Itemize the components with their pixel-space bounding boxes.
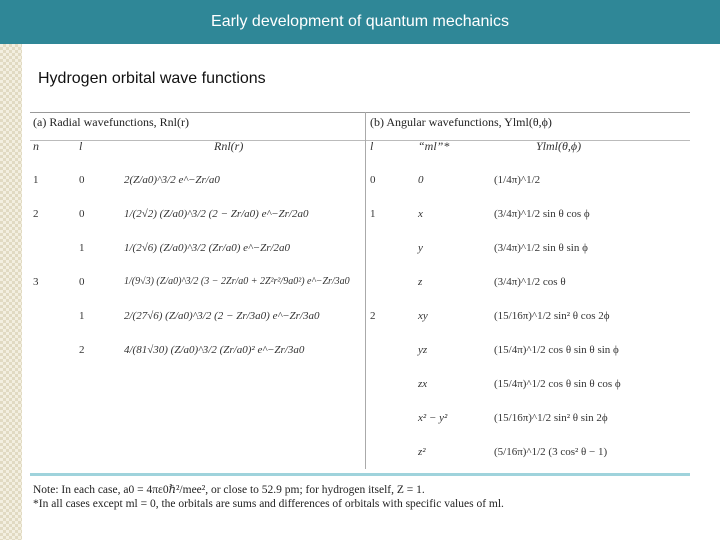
radial-row-4-n: 3 [33, 276, 39, 288]
radial-section-heading: (a) Radial wavefunctions, Rnl(r) [33, 115, 189, 129]
slide-subtitle: Hydrogen orbital wave functions [38, 70, 266, 87]
radial-row-1-expr: 2(Z/a0)^3/2 e^−Zr/a0 [124, 174, 220, 186]
radial-row-2-expr: 1/(2√2) (Z/a0)^3/2 (2 − Zr/a0) e^−Zr/2a0 [124, 208, 309, 220]
decorative-side-strip [0, 44, 22, 540]
angular-row-2-ml: x [418, 208, 423, 220]
angular-row-1-ml: 0 [418, 174, 424, 186]
header-ml: “ml”* [418, 139, 450, 153]
radial-row-1-l: 0 [79, 174, 85, 186]
radial-row-4-l: 0 [79, 276, 85, 288]
angular-row-8-expr: (15/16π)^1/2 sin² θ sin 2ϕ [494, 412, 608, 424]
angular-row-2-l: 1 [370, 208, 376, 220]
table-top-rule [30, 112, 690, 113]
radial-row-4-expr: 1/(9√3) (Z/a0)^3/2 (3 − 2Zr/a0 + 2Z²r²/9a0²) e^−Zr/3a0 [124, 276, 350, 287]
angular-row-1-l: 0 [370, 174, 376, 186]
angular-row-3-expr: (3/4π)^1/2 sin θ sin ϕ [494, 242, 588, 254]
radial-row-5-l: 1 [79, 310, 85, 322]
angular-row-7-expr: (15/4π)^1/2 cos θ sin θ cos ϕ [494, 378, 621, 390]
header-l: l [79, 139, 83, 153]
table-column-divider [365, 112, 366, 469]
table-notes-divider [30, 473, 690, 476]
angular-section-heading: (b) Angular wavefunctions, Ylml(θ,ϕ) [370, 115, 552, 129]
angular-row-4-expr: (3/4π)^1/2 cos θ [494, 276, 566, 288]
wavefunction-table [24, 110, 690, 518]
table-footnote: *In all cases except ml = 0, the orbitals are sums and differences of orbitals with specific values of ml. [33, 498, 504, 510]
angular-row-9-expr: (5/16π)^1/2 (3 cos² θ − 1) [494, 446, 608, 458]
header-n: n [33, 139, 39, 153]
angular-row-6-expr: (15/4π)^1/2 cos θ sin θ sin ϕ [494, 344, 619, 356]
radial-row-6-expr: 4/(81√30) (Z/a0)^3/2 (Zr/a0)² e^−Zr/3a0 [124, 344, 305, 356]
angular-row-3-ml: y [418, 242, 423, 254]
header-angular-function: Ylml(θ,ϕ) [536, 139, 582, 153]
angular-row-1-expr: (1/4π)^1/2 [494, 174, 541, 186]
angular-row-5-ml: xy [418, 310, 428, 322]
angular-row-9-ml: z² [418, 446, 426, 458]
angular-row-8-ml: x² − y² [418, 412, 448, 424]
angular-row-7-ml: zx [418, 378, 428, 390]
table-note: Note: In each case, a0 = 4πε0ℏ²/mee², or close to 52.9 pm; for hydrogen itself, Z = 1. [33, 484, 425, 496]
slide-title: Early development of quantum mechanics [211, 13, 509, 30]
table-header-rule [30, 140, 690, 141]
angular-row-5-expr: (15/16π)^1/2 sin² θ cos 2ϕ [494, 310, 610, 322]
radial-row-1-n: 1 [33, 174, 39, 186]
angular-row-4-ml: z [418, 276, 423, 288]
radial-row-3-expr: 1/(2√6) (Z/a0)^3/2 (Zr/a0) e^−Zr/2a0 [124, 242, 291, 254]
angular-row-2-expr: (3/4π)^1/2 sin θ cos ϕ [494, 208, 590, 220]
header-radial-function: Rnl(r) [214, 139, 244, 153]
title-bar [0, 0, 720, 44]
radial-row-3-l: 1 [79, 242, 85, 254]
radial-row-6-l: 2 [79, 344, 85, 356]
header-angular-l: l [370, 139, 374, 153]
radial-row-2-n: 2 [33, 208, 39, 220]
angular-row-5-l: 2 [370, 310, 376, 322]
radial-row-5-expr: 2/(27√6) (Z/a0)^3/2 (2 − Zr/3a0) e^−Zr/3a0 [124, 310, 320, 322]
radial-row-2-l: 0 [79, 208, 85, 220]
angular-row-6-ml: yz [418, 344, 428, 356]
